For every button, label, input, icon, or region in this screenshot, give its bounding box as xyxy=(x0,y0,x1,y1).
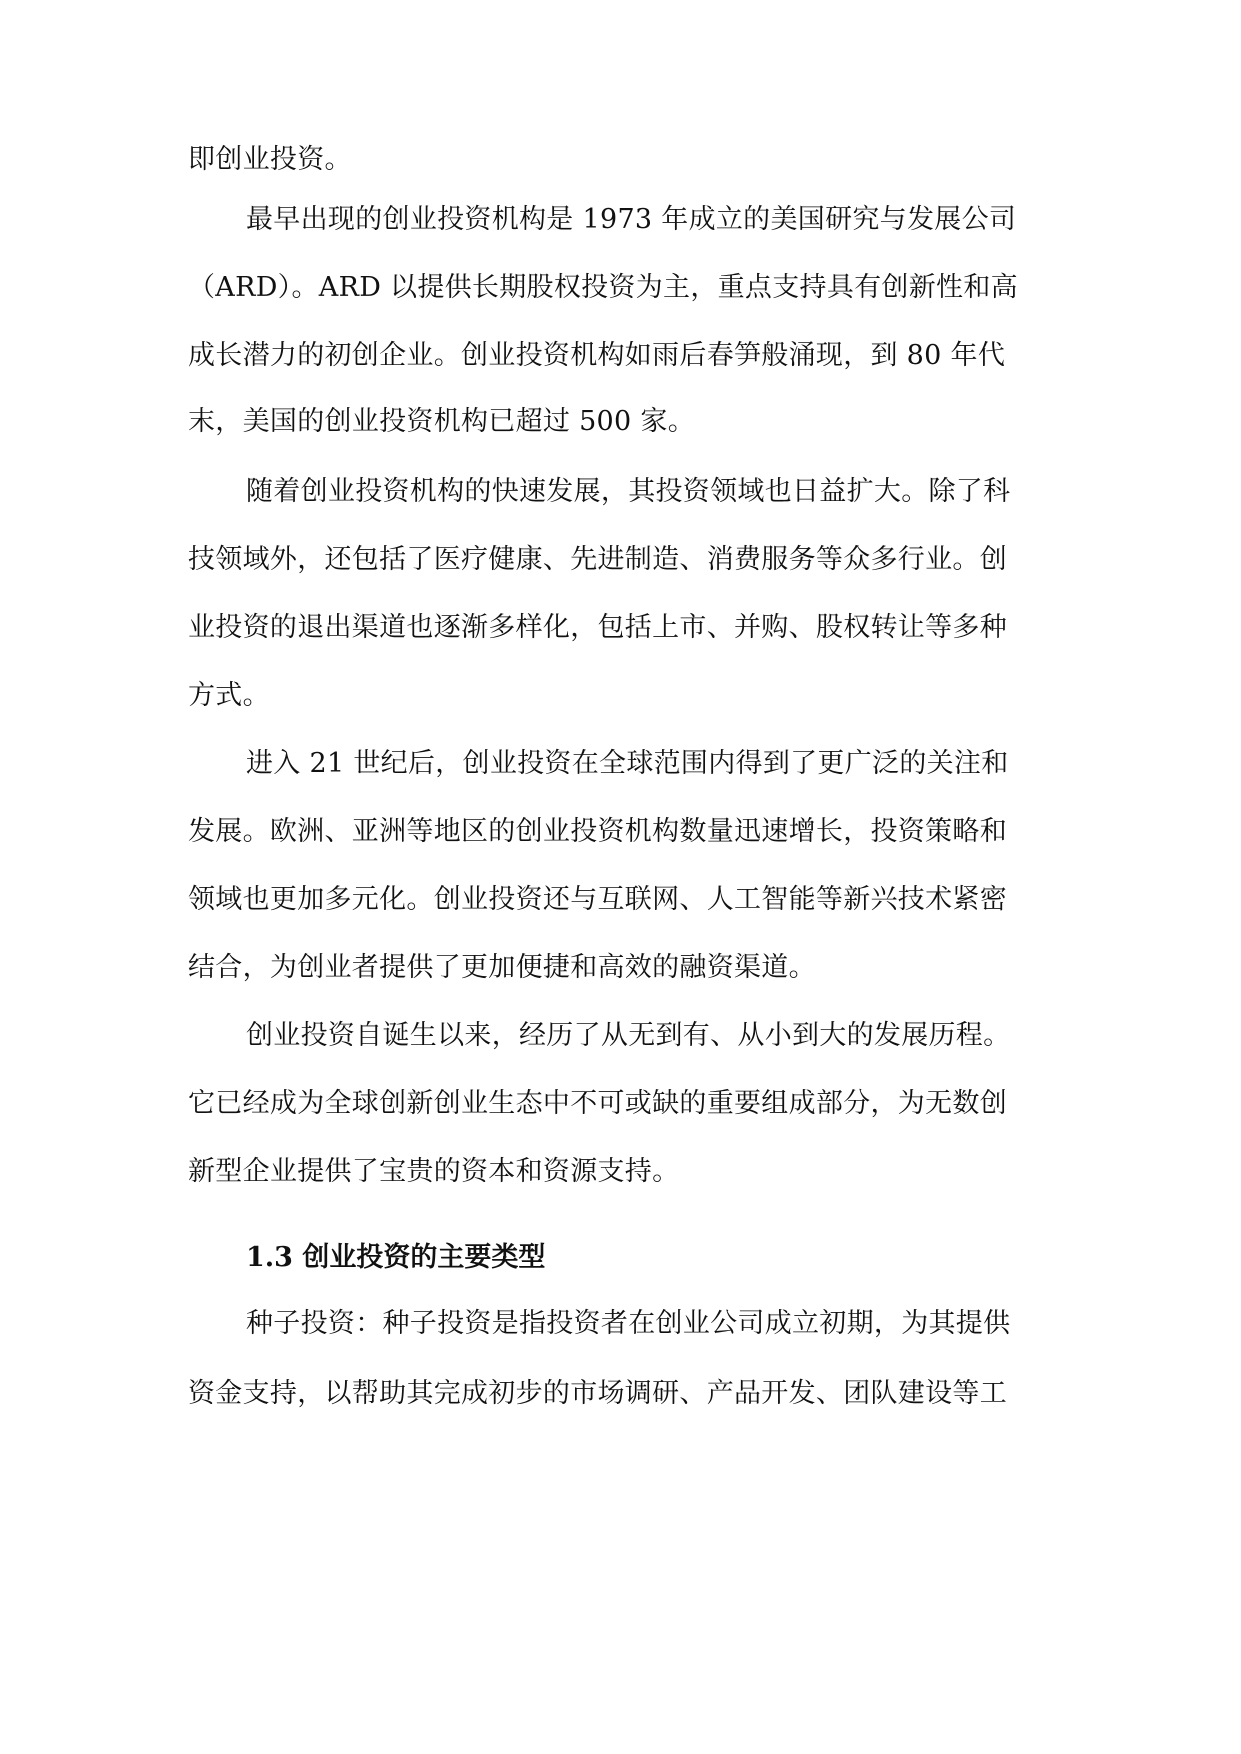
paragraph-line: 即创业投资。 xyxy=(188,144,352,175)
paragraph-line: 成长潜力的初创企业。创业投资机构如雨后春笋般涌现，到 80 年代 xyxy=(188,340,1006,371)
paragraph-line: 技领域外，还包括了医疗健康、先进制造、消费服务等众多行业。创 xyxy=(188,544,1007,575)
paragraph-line: 创业投资自诞生以来，经历了从无到有、从小到大的发展历程。 xyxy=(246,1020,1011,1051)
paragraph-line: （ARD）。ARD 以提供长期股权投资为主，重点支持具有创新性和高 xyxy=(188,272,1018,303)
paragraph-line: 业投资的退出渠道也逐渐多样化，包括上市、并购、股权转让等多种 xyxy=(188,612,1007,643)
section-heading: 1.3 创业投资的主要类型 xyxy=(246,1242,546,1273)
paragraph-line: 新型企业提供了宝贵的资本和资源支持。 xyxy=(188,1156,680,1187)
paragraph-line: 方式。 xyxy=(188,680,270,711)
paragraph-line: 领域也更加多元化。创业投资还与互联网、人工智能等新兴技术紧密 xyxy=(188,884,1007,915)
paragraph-line: 随着创业投资机构的快速发展，其投资领域也日益扩大。除了科 xyxy=(246,476,1011,507)
paragraph-line: 最早出现的创业投资机构是 1973 年成立的美国研究与发展公司 xyxy=(246,204,1017,235)
paragraph-line: 它已经成为全球创新创业生态中不可或缺的重要组成部分，为无数创 xyxy=(188,1088,1007,1119)
paragraph-line: 结合，为创业者提供了更加便捷和高效的融资渠道。 xyxy=(188,952,816,983)
paragraph-line: 发展。欧洲、亚洲等地区的创业投资机构数量迅速增长，投资策略和 xyxy=(188,816,1007,847)
paragraph-line: 资金支持，以帮助其完成初步的市场调研、产品开发、团队建设等工 xyxy=(188,1378,1007,1409)
paragraph-line: 种子投资：种子投资是指投资者在创业公司成立初期，为其提供 xyxy=(246,1308,1011,1339)
paragraph-line: 末，美国的创业投资机构已超过 500 家。 xyxy=(188,406,695,437)
paragraph-line: 进入 21 世纪后，创业投资在全球范围内得到了更广泛的关注和 xyxy=(246,748,1009,779)
